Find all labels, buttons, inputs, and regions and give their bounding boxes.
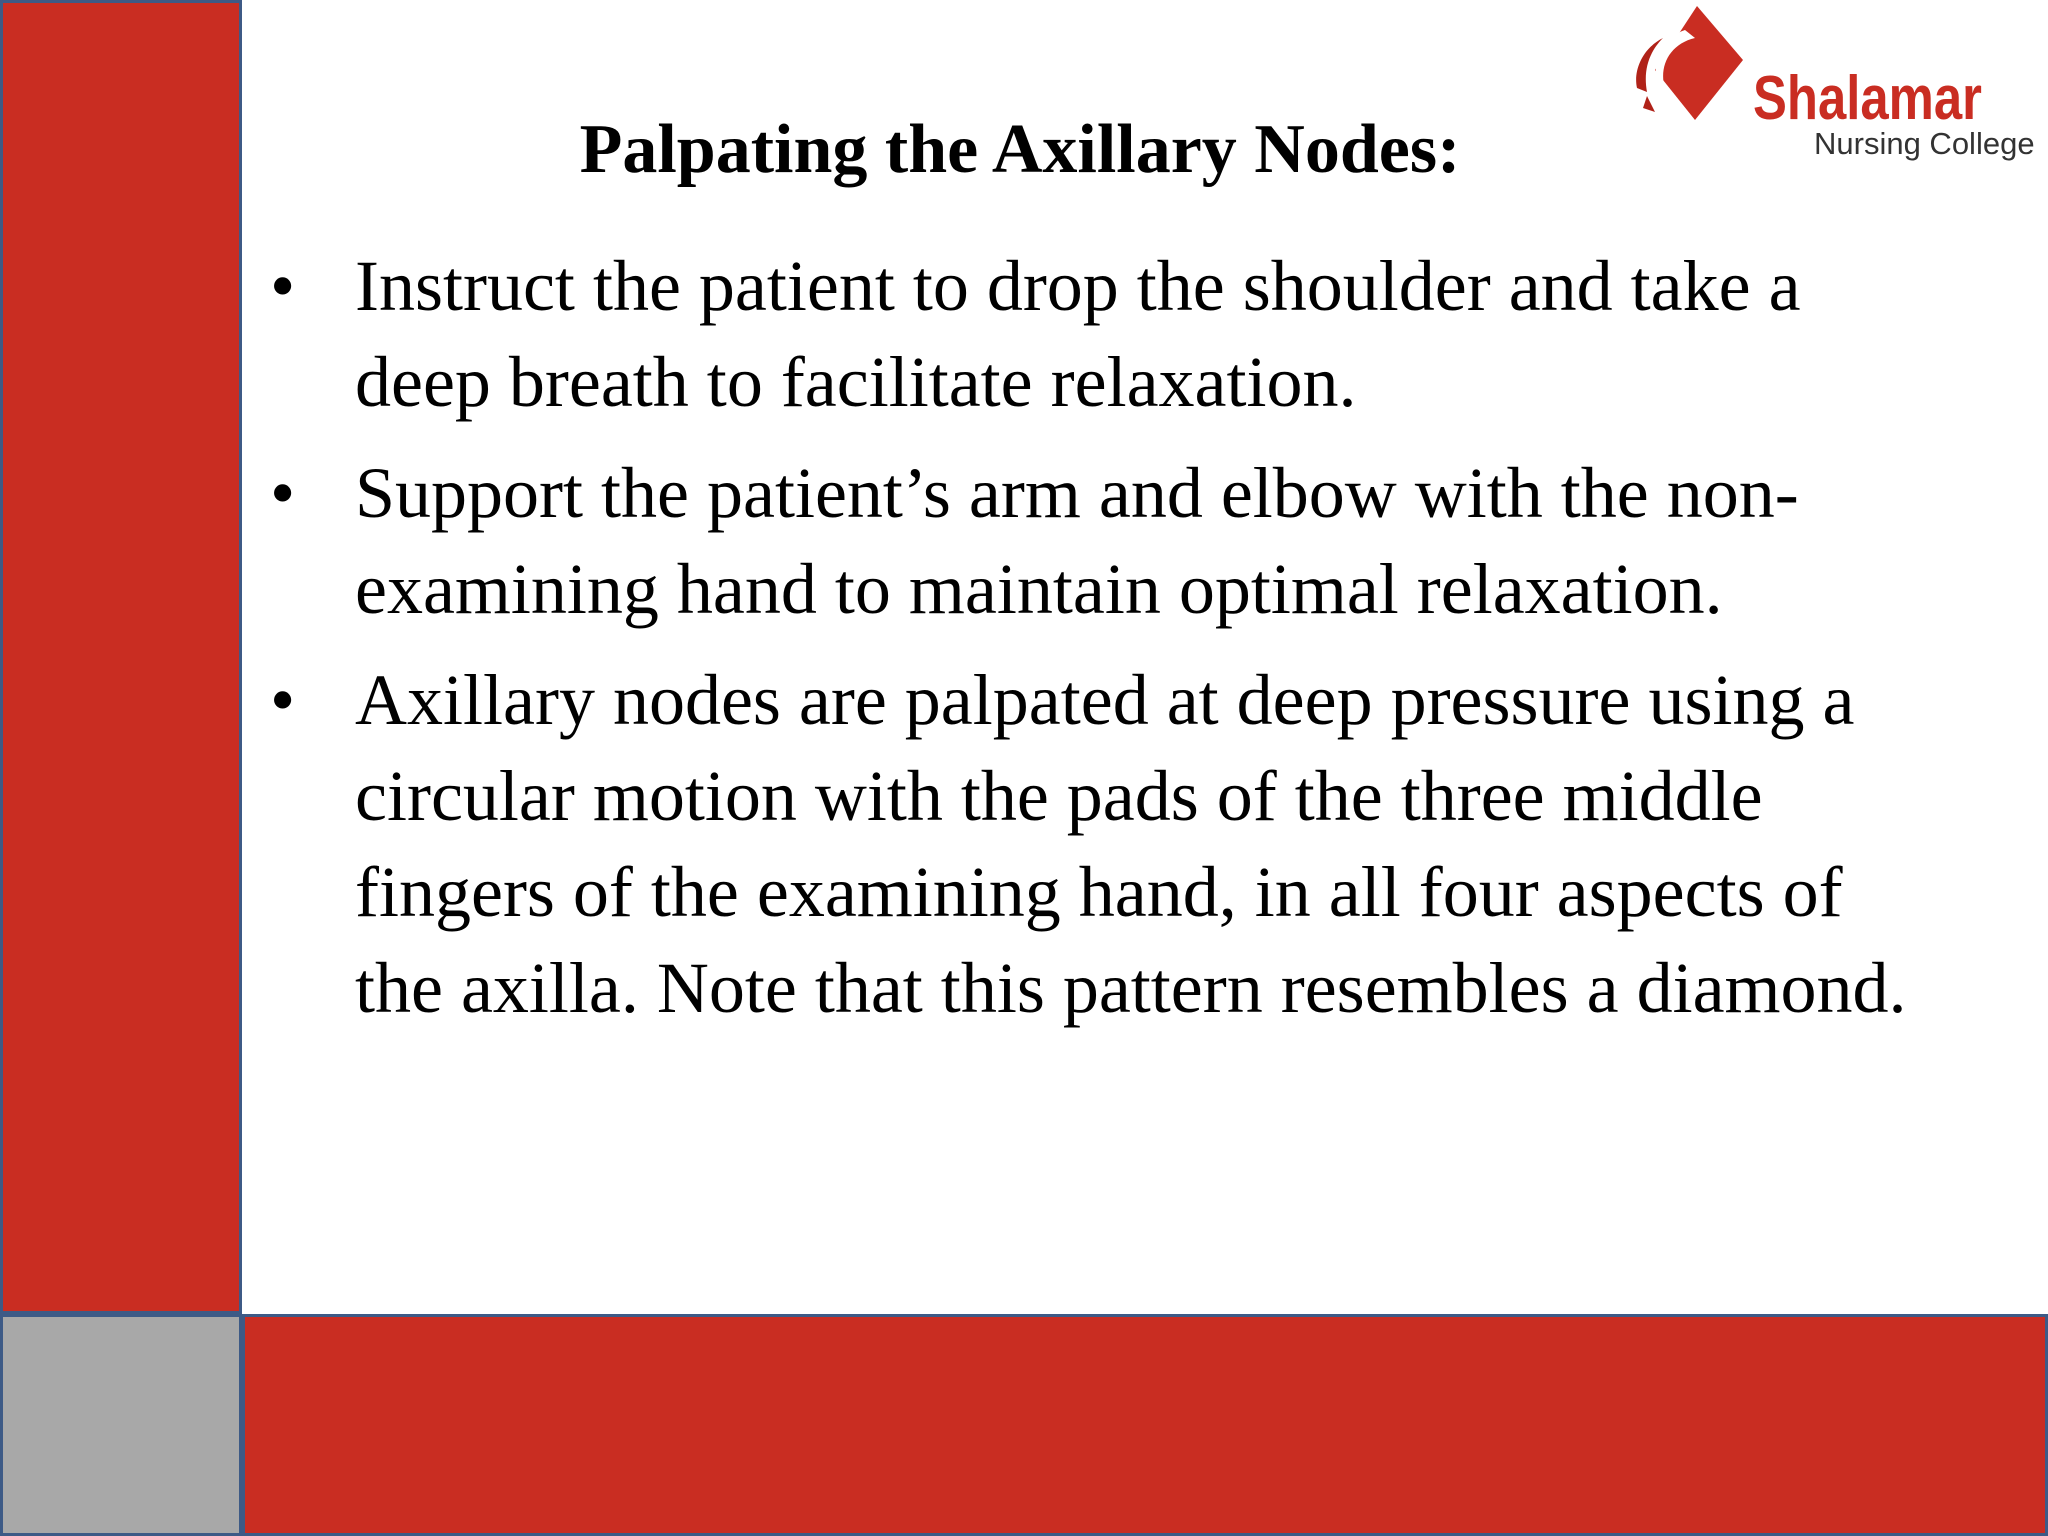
logo-name: Shalamar bbox=[1753, 64, 1982, 133]
left-red-bar bbox=[0, 0, 242, 1314]
bullet-item bbox=[270, 445, 1930, 637]
bullet-text: Support the patient’s arm and elbow with the non-examining hand to maintain optimal relaxation. bbox=[355, 453, 1799, 629]
bullet-icon: • bbox=[270, 246, 296, 326]
bullet-icon: • bbox=[270, 453, 296, 533]
bullet-list bbox=[270, 238, 1930, 1051]
bullet-item bbox=[270, 652, 1930, 1036]
corner-gray-square bbox=[0, 1314, 242, 1536]
bullet-item bbox=[270, 238, 1930, 430]
bottom-red-bar bbox=[242, 1314, 2048, 1536]
slide-title: Palpating the Axillary Nodes: bbox=[579, 111, 1461, 188]
bullet-text: Instruct the patient to drop the shoulder and take a deep breath to facilitate relaxation. bbox=[355, 246, 1801, 422]
college-logo bbox=[1625, 0, 2045, 170]
logo-subtitle: Nursing College bbox=[1814, 126, 2035, 161]
bullet-text: Axillary nodes are palpated at deep pressure using a circular motion with the pads of the three middle fingers of the examining hand, in all four aspects of the axilla. Note that this pattern resembles a diamond. bbox=[355, 660, 1907, 1028]
bullet-icon: • bbox=[270, 660, 296, 740]
